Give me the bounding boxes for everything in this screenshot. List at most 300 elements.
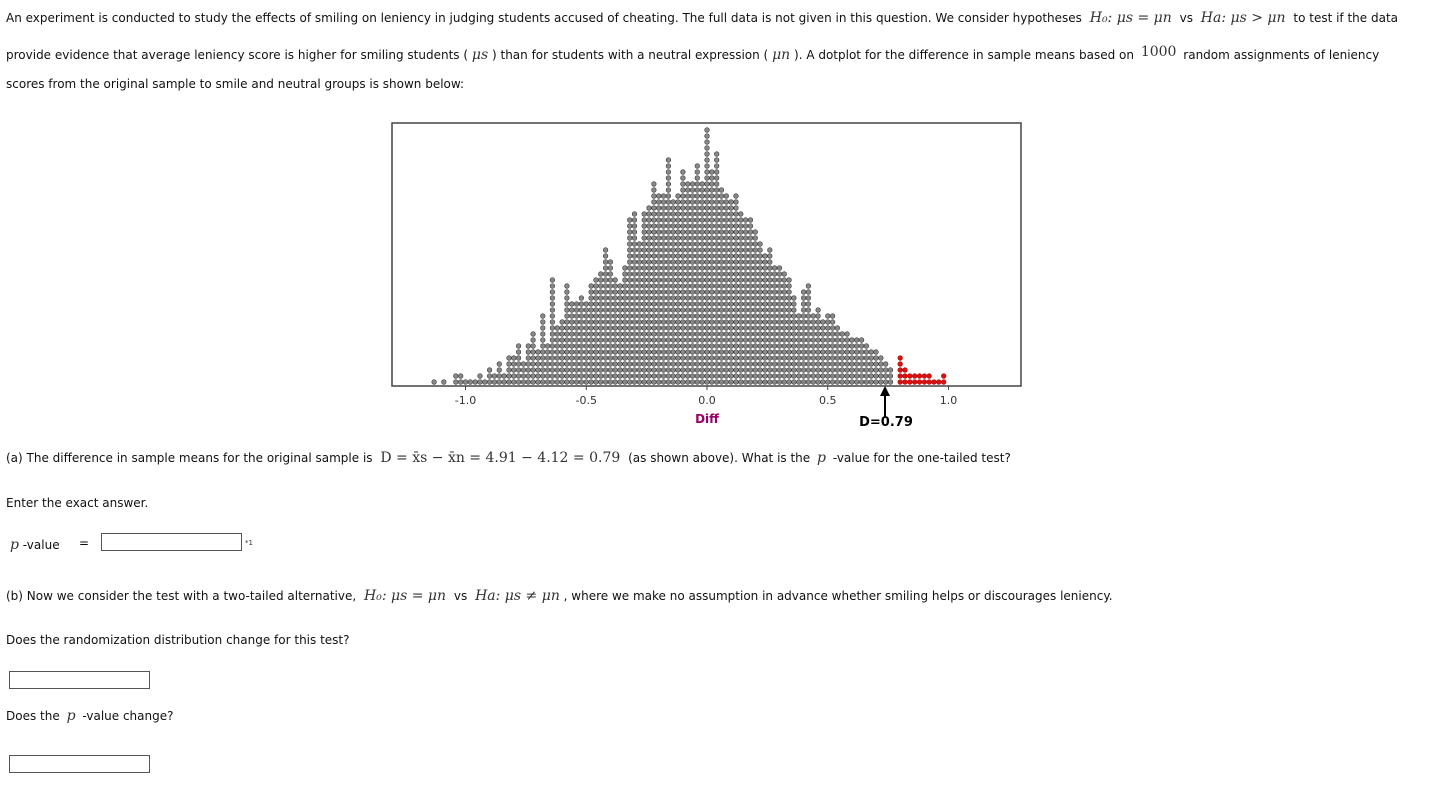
dot (637, 248, 642, 253)
dot (550, 314, 555, 319)
dot (782, 350, 787, 355)
dot (816, 320, 821, 325)
dot (826, 314, 831, 319)
dot (777, 296, 782, 301)
dot (758, 338, 763, 343)
dot (748, 368, 753, 373)
distribution-change-input[interactable] (9, 671, 150, 689)
dot (632, 320, 637, 325)
dot (705, 128, 710, 133)
dot (627, 332, 632, 337)
dot (705, 224, 710, 229)
dot (574, 350, 579, 355)
dot (758, 278, 763, 283)
dot (724, 242, 729, 247)
dot (710, 302, 715, 307)
dot (768, 290, 773, 295)
dot (666, 260, 671, 265)
dot (550, 344, 555, 349)
dot (743, 338, 748, 343)
dot (710, 224, 715, 229)
dot (594, 380, 599, 385)
dot (613, 368, 618, 373)
dot (652, 248, 657, 253)
dot (734, 302, 739, 307)
dot (652, 374, 657, 379)
dot (700, 290, 705, 295)
dot (850, 368, 855, 373)
dot (700, 212, 705, 217)
dot (618, 374, 623, 379)
dot (821, 368, 826, 373)
dot (719, 380, 724, 385)
dot (623, 344, 628, 349)
dot (768, 266, 773, 271)
dot (710, 176, 715, 181)
dot (729, 356, 734, 361)
dot (714, 302, 719, 307)
dot (700, 242, 705, 247)
dot (714, 236, 719, 241)
dot (565, 308, 570, 313)
dot (840, 380, 845, 385)
dot (632, 230, 637, 235)
dot (792, 350, 797, 355)
dot (613, 362, 618, 367)
dot (603, 302, 608, 307)
dot (729, 200, 734, 205)
dot (753, 374, 758, 379)
dot (869, 362, 874, 367)
dot (666, 212, 671, 217)
dot (724, 326, 729, 331)
dot (623, 302, 628, 307)
dot (792, 332, 797, 337)
dot (864, 362, 869, 367)
dot (685, 374, 690, 379)
dot (584, 350, 589, 355)
dot (705, 146, 710, 151)
dot (850, 374, 855, 379)
dot (739, 212, 744, 217)
dot (695, 362, 700, 367)
dot (748, 248, 753, 253)
dot (758, 326, 763, 331)
dot (584, 344, 589, 349)
dot (835, 350, 840, 355)
dot (782, 290, 787, 295)
dot (681, 314, 686, 319)
dot (637, 350, 642, 355)
dot (690, 362, 695, 367)
dot (661, 356, 666, 361)
dot (710, 374, 715, 379)
dot (739, 308, 744, 313)
dot (603, 362, 608, 367)
dot (797, 332, 802, 337)
dot (656, 374, 661, 379)
dot (777, 368, 782, 373)
dot (710, 356, 715, 361)
dot (748, 242, 753, 247)
dot (661, 368, 666, 373)
dot (598, 290, 603, 295)
dot (560, 320, 565, 325)
dot (724, 260, 729, 265)
dot (642, 218, 647, 223)
dot (801, 320, 806, 325)
dot (792, 374, 797, 379)
dot (642, 278, 647, 283)
dot (787, 290, 792, 295)
tail-dot (903, 368, 908, 373)
dot (719, 188, 724, 193)
dot (777, 356, 782, 361)
dot (714, 356, 719, 361)
pvalue-input[interactable] (101, 533, 242, 551)
dot (714, 242, 719, 247)
dot (806, 314, 811, 319)
dot (627, 356, 632, 361)
dot (594, 362, 599, 367)
dot (623, 278, 628, 283)
dot (652, 254, 657, 259)
dot (850, 380, 855, 385)
dot (589, 314, 594, 319)
dot (883, 362, 888, 367)
dot (826, 326, 831, 331)
dot (432, 380, 437, 385)
dot (705, 362, 710, 367)
dot (623, 332, 628, 337)
dot (705, 212, 710, 217)
dot (739, 296, 744, 301)
dot (729, 206, 734, 211)
dot (666, 350, 671, 355)
dot (874, 362, 879, 367)
dot (714, 272, 719, 277)
dot (787, 284, 792, 289)
dot (739, 332, 744, 337)
dot (681, 308, 686, 313)
dot (656, 302, 661, 307)
dot (531, 362, 536, 367)
dot (690, 260, 695, 265)
dot (734, 320, 739, 325)
dot (743, 284, 748, 289)
dot (705, 308, 710, 313)
dot (642, 230, 647, 235)
dot (637, 380, 642, 385)
dot (758, 308, 763, 313)
dot (734, 380, 739, 385)
dot (627, 308, 632, 313)
dot (666, 284, 671, 289)
dot (758, 266, 763, 271)
dot (734, 272, 739, 277)
dot (550, 308, 555, 313)
dot (748, 224, 753, 229)
dot (763, 374, 768, 379)
part-b-question (6, 588, 1113, 604)
dot (685, 242, 690, 247)
dot (579, 314, 584, 319)
dot (666, 278, 671, 283)
dot (743, 290, 748, 295)
dot (864, 380, 869, 385)
dot (637, 368, 642, 373)
dot (676, 308, 681, 313)
dot (864, 374, 869, 379)
dot (627, 362, 632, 367)
dot (816, 308, 821, 313)
dot (681, 380, 686, 385)
dot (589, 302, 594, 307)
dot (647, 362, 652, 367)
dot (637, 338, 642, 343)
dot (772, 356, 777, 361)
tail-dot (903, 374, 908, 379)
dot (598, 356, 603, 361)
dot (627, 368, 632, 373)
dot (652, 308, 657, 313)
dot (690, 224, 695, 229)
dot (758, 242, 763, 247)
dot (705, 338, 710, 343)
dot (623, 368, 628, 373)
dot (797, 314, 802, 319)
dot (598, 302, 603, 307)
dot (705, 332, 710, 337)
dot (652, 206, 657, 211)
dot (681, 224, 686, 229)
alt-hypothesis: Ha: μs ≠ μn (475, 588, 560, 604)
dot (690, 308, 695, 313)
tail-dot (903, 380, 908, 385)
dot (661, 272, 666, 277)
dot (768, 380, 773, 385)
dot (603, 350, 608, 355)
dot (579, 296, 584, 301)
dot (690, 182, 695, 187)
dot (608, 332, 613, 337)
dot (787, 350, 792, 355)
dot (681, 374, 686, 379)
dot (579, 380, 584, 385)
dot (743, 326, 748, 331)
dot (603, 368, 608, 373)
dot (637, 320, 642, 325)
dot (787, 320, 792, 325)
dot (714, 158, 719, 163)
dot (705, 350, 710, 355)
dot (739, 362, 744, 367)
dot (806, 374, 811, 379)
dot (565, 302, 570, 307)
dot (850, 344, 855, 349)
dot (671, 206, 676, 211)
dot (700, 380, 705, 385)
dot (647, 218, 652, 223)
dot (550, 320, 555, 325)
dot (690, 266, 695, 271)
dot (632, 254, 637, 259)
dot (545, 368, 550, 373)
dot (516, 368, 521, 373)
dot (685, 254, 690, 259)
dot (826, 332, 831, 337)
dot (695, 230, 700, 235)
dot (719, 254, 724, 259)
dot (739, 260, 744, 265)
enter-exact-instruction: Enter the exact answer. (6, 496, 149, 510)
dot (695, 254, 700, 259)
dot (821, 320, 826, 325)
dot (676, 236, 681, 241)
dot (719, 362, 724, 367)
dot (845, 356, 850, 361)
dot (656, 206, 661, 211)
dot (787, 368, 792, 373)
dot (888, 380, 893, 385)
dot (555, 332, 560, 337)
dot (840, 350, 845, 355)
dot (797, 338, 802, 343)
dot (811, 368, 816, 373)
x-tick-label: 1.0 (939, 394, 958, 407)
dot (690, 242, 695, 247)
dot (647, 230, 652, 235)
dot (705, 344, 710, 349)
vs-text: vs (453, 589, 468, 603)
question-text: to test if the data (1293, 11, 1399, 25)
dot (671, 200, 676, 205)
dot (507, 374, 512, 379)
dot (753, 302, 758, 307)
dot (690, 344, 695, 349)
dot (661, 350, 666, 355)
dot (618, 320, 623, 325)
dot (594, 326, 599, 331)
dot (666, 242, 671, 247)
dot (743, 332, 748, 337)
dot (594, 368, 599, 373)
dot (594, 338, 599, 343)
dot (579, 344, 584, 349)
dot (666, 182, 671, 187)
dot (647, 326, 652, 331)
dot (714, 230, 719, 235)
tolerance-marker: *1 (245, 539, 253, 547)
dot (603, 374, 608, 379)
dot (835, 356, 840, 361)
dot (724, 284, 729, 289)
dot (603, 290, 608, 295)
dot (782, 308, 787, 313)
dot (710, 242, 715, 247)
dot (734, 362, 739, 367)
dot (618, 350, 623, 355)
dot (652, 290, 657, 295)
dot (724, 332, 729, 337)
dot (695, 188, 700, 193)
dot (685, 272, 690, 277)
dot (695, 308, 700, 313)
dot (570, 356, 575, 361)
dot (681, 254, 686, 259)
dot (724, 254, 729, 259)
dot (743, 374, 748, 379)
pvalue-change-input[interactable] (9, 755, 150, 773)
dot (714, 200, 719, 205)
dot (787, 278, 792, 283)
dot (729, 380, 734, 385)
dot (589, 284, 594, 289)
dot (806, 302, 811, 307)
dot (623, 320, 628, 325)
question-text: Does the (6, 709, 60, 723)
dot (570, 362, 575, 367)
dot (695, 194, 700, 199)
dot (705, 374, 710, 379)
dot (734, 326, 739, 331)
dot (661, 206, 666, 211)
dot (681, 242, 686, 247)
dot (768, 320, 773, 325)
dot (656, 278, 661, 283)
dot (685, 332, 690, 337)
dot (627, 296, 632, 301)
dot (763, 338, 768, 343)
dot (627, 224, 632, 229)
dot (719, 278, 724, 283)
dot (618, 380, 623, 385)
dot (579, 356, 584, 361)
dot (763, 350, 768, 355)
dot (710, 326, 715, 331)
dot (526, 362, 531, 367)
dot (743, 230, 748, 235)
dot (772, 266, 777, 271)
dot (758, 254, 763, 259)
dot (560, 362, 565, 367)
dot (584, 308, 589, 313)
dot (613, 350, 618, 355)
dot (647, 224, 652, 229)
dot (550, 380, 555, 385)
dot (632, 302, 637, 307)
dot (666, 200, 671, 205)
dot (656, 332, 661, 337)
dot (685, 338, 690, 343)
dot (835, 326, 840, 331)
dot (666, 362, 671, 367)
dot (845, 332, 850, 337)
dot (478, 374, 483, 379)
dot (565, 362, 570, 367)
dot (748, 362, 753, 367)
dot (734, 308, 739, 313)
dot (777, 302, 782, 307)
dot (840, 356, 845, 361)
dot (676, 302, 681, 307)
dot (623, 290, 628, 295)
dot (859, 356, 864, 361)
dot (541, 362, 546, 367)
dot (763, 302, 768, 307)
dot (714, 170, 719, 175)
dot (729, 350, 734, 355)
